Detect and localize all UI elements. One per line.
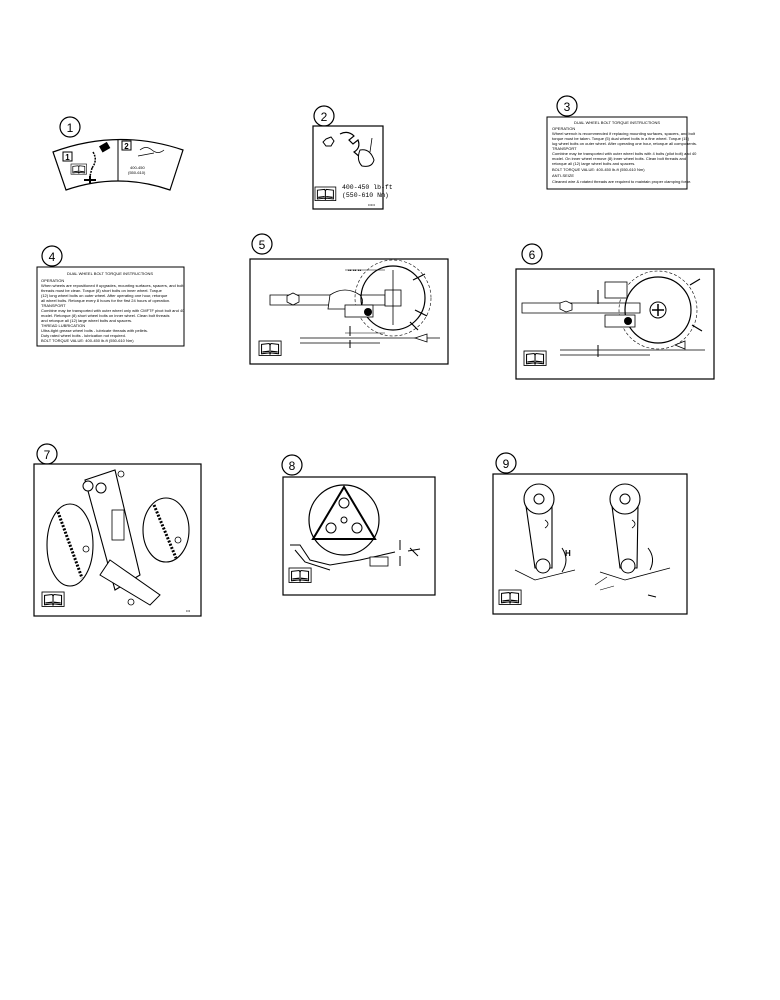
- decal-3-line: ANTI-SEIZE: [552, 173, 575, 178]
- decal-4-line: Combine may be transported with outer wheel only with CMFTF pivot bolt and 40: [41, 308, 185, 313]
- decal-4-line: and retorque all (12) large wheel bolts and spacers.: [41, 318, 133, 323]
- decal-2-torque-1: 400-450 lb-ft: [342, 184, 393, 191]
- decal-3-line: Cleaned wire & rotated threads are required to maintain proper clamping force.: [552, 179, 692, 184]
- callout-9-label: 9: [502, 457, 510, 471]
- decal-4-line: model. Retorque (8) short wheel bolts on inner wheel. Clean bolt threads: [41, 313, 170, 318]
- decal-4-line: threads must be clean. Torque (8) short bolts on inner wheel. Torque: [41, 288, 162, 293]
- decal-3-line: torque must be taken. Torque (5) dual wheel bolts in a fine wheel. Torque (15): [552, 136, 690, 141]
- decal-7: [34, 444, 201, 616]
- decal-4-line: When wheels are repositioned if upgrades, mounting surfaces, spacers, and bolt: [41, 283, 184, 288]
- callout-7-label: 7: [43, 448, 51, 462]
- decal-3-line: TRANSPORT: [552, 146, 577, 151]
- decal-4-line: TRANSPORT: [41, 303, 66, 308]
- book-icon: [259, 341, 281, 355]
- callout-4-label: 4: [48, 250, 56, 264]
- callout-3-label: 3: [563, 100, 571, 114]
- decal-1-box2-label: 2: [124, 142, 129, 151]
- book-icon: [289, 568, 311, 582]
- decal-3-line: retorque all (12) large wheel bolts and spacers.: [552, 161, 636, 166]
- decal-4-title: DUAL WHEEL BOLT TORQUE INSTRUCTIONS: [66, 271, 154, 276]
- callout-2-label: 2: [320, 110, 328, 124]
- decal-3: [547, 96, 697, 189]
- svg-text:(550-610): (550-610): [128, 170, 146, 175]
- callout-1-label: 1: [66, 121, 74, 135]
- decal-4-line: BOLT TORQUE VALUE: 400-450 lb-ft (550-610 Nm): [41, 338, 134, 343]
- decal-9-outline: [493, 474, 687, 614]
- svg-text:•• •• ••: •• •• ••: [348, 268, 362, 274]
- callout-8-label: 8: [288, 459, 296, 473]
- decal-4-line: all wheel bolts. Retorque every 8 hours for the first 24 hours of operation.: [41, 298, 171, 303]
- decal-2-torque-2: (550-610 Nm): [342, 192, 389, 199]
- decal-8: [282, 455, 435, 595]
- book-icon: [524, 351, 546, 365]
- svg-text:400-450: 400-450: [130, 165, 145, 170]
- decal-6: [516, 244, 714, 379]
- decal-3-line: Combine may be transported with outer wheel bolts with 4 bolts (pilot bolt) and 40: [552, 151, 697, 156]
- decal-4-line: Duty rated wheel bolts - lubrication not required.: [41, 333, 126, 338]
- svg-text:•••: •••: [186, 608, 191, 613]
- decal-3-line: Wheel wrench is recommended if replacing mounting surfaces, spacers, and bolt: [552, 131, 695, 136]
- decal-4-line: (12) long wheel bolts on outer wheel. After operating one hour, retorque: [41, 293, 168, 298]
- decal-3-line: lug wheel bolts on outer wheel. After operating one hour, retorque all components.: [552, 141, 697, 146]
- book-icon: [315, 187, 336, 201]
- decal-2: [313, 106, 393, 209]
- svg-text:•••••: •••••: [368, 202, 376, 207]
- callout-6-label: 6: [528, 248, 536, 262]
- knife-bar: [522, 303, 640, 313]
- decal-4-line: OPERATION: [41, 278, 65, 283]
- book-icon: [71, 164, 87, 174]
- decal-4-line: Ultra-tight grease wheel bolts - lubricate threads with pellets.: [41, 328, 148, 333]
- decal-4: [37, 246, 185, 346]
- decal-5: [250, 234, 448, 364]
- book-icon: [499, 590, 521, 604]
- decal-3-line: OPERATION: [552, 126, 576, 131]
- decal-3-line: model. On inner wheel remove (8) inner wheel bolts. Clean bolt threads and: [552, 156, 687, 161]
- decal-9: [493, 453, 687, 614]
- decal-1-box1-label: 1: [65, 153, 70, 162]
- spring-detail-right: [143, 498, 189, 562]
- decal-4-line: THREAD LUBRICATION: [41, 323, 86, 328]
- decal-9-label-h: H: [565, 549, 571, 558]
- decal-1: [53, 117, 183, 190]
- book-icon: [42, 592, 64, 606]
- decal-3-line: BOLT TORQUE VALUE: 400-450 lb-ft (550-610 Nm): [552, 167, 645, 172]
- decal-3-title: DUAL WHEEL BOLT TORQUE INSTRUCTIONS: [573, 120, 661, 125]
- callout-5-label: 5: [258, 238, 266, 252]
